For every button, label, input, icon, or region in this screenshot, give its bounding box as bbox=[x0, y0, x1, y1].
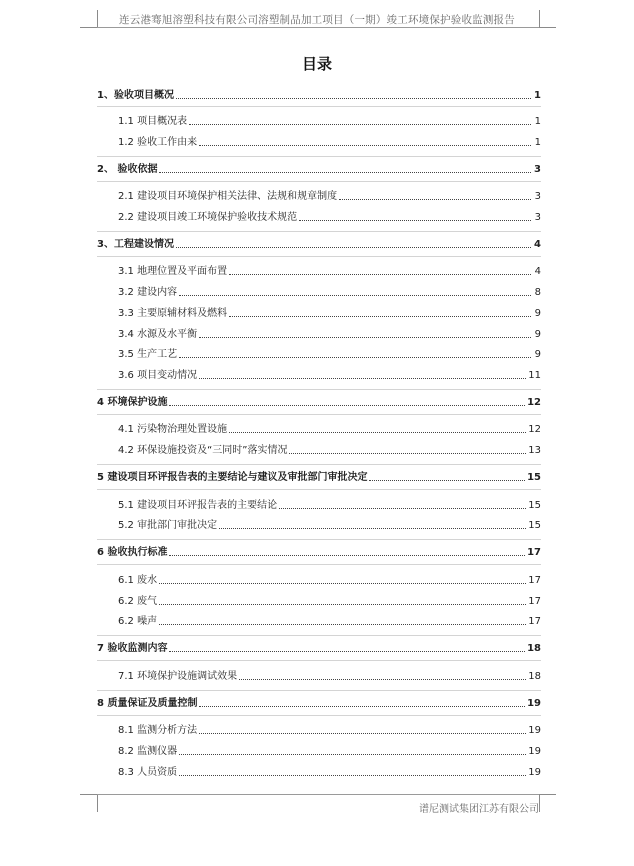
toc-entry[interactable]: 2.1 建设项目环境保护相关法律、法规和规章制度 3 bbox=[118, 191, 541, 202]
toc-entry[interactable]: 6.2 噪声 17 bbox=[118, 616, 541, 627]
section-divider bbox=[97, 660, 541, 661]
toc-entry[interactable]: 4.1 污染物治理处置设施 12 bbox=[118, 424, 541, 435]
footer-rule bbox=[97, 794, 539, 795]
toc-entry[interactable]: 5.2 审批部门审批决定 15 bbox=[118, 520, 541, 531]
toc-entry[interactable]: 3.5 生产工艺 9 bbox=[118, 349, 541, 360]
section-divider bbox=[97, 231, 541, 232]
toc-entry[interactable]: 2、 验收依据 3 bbox=[97, 164, 541, 175]
toc-entry[interactable]: 1.1 项目概况表 1 bbox=[118, 116, 541, 127]
toc-entry[interactable]: 5.1 建设项目环评报告表的主要结论 15 bbox=[118, 500, 541, 511]
toc-entry[interactable]: 3.3 主要原辅材料及燃料 9 bbox=[118, 308, 541, 319]
toc-entry[interactable]: 8.2 监测仪器 19 bbox=[118, 746, 541, 757]
section-divider bbox=[97, 181, 541, 182]
toc-entry[interactable]: 8.3 人员资质 19 bbox=[118, 767, 541, 778]
section-divider bbox=[97, 389, 541, 390]
toc-entry[interactable]: 3.1 地理位置及平面布置 4 bbox=[118, 266, 541, 277]
toc-entry[interactable]: 1.2 验收工作由来 1 bbox=[118, 137, 541, 148]
page-header: 连云港骞旭溶塑科技有限公司溶塑制品加工项目（一期）竣工环境保护验收监测报告 bbox=[119, 14, 515, 26]
section-divider bbox=[97, 106, 541, 107]
toc-entry[interactable]: 1、验收项目概况 1 bbox=[97, 90, 541, 101]
section-divider bbox=[97, 256, 541, 257]
toc-entry[interactable]: 5 建设项目环评报告表的主要结论与建议及审批部门审批决定 15 bbox=[97, 472, 541, 483]
section-divider bbox=[97, 156, 541, 157]
section-divider bbox=[97, 414, 541, 415]
toc-entry[interactable]: 3、工程建设情况 4 bbox=[97, 239, 541, 250]
section-divider bbox=[97, 635, 541, 636]
page-title: 目录 bbox=[301, 55, 332, 73]
toc-entry[interactable]: 8 质量保证及质量控制 19 bbox=[97, 698, 541, 709]
toc-entry[interactable]: 4 环境保护设施 12 bbox=[97, 397, 541, 408]
toc-entry[interactable]: 8.1 监测分析方法 19 bbox=[118, 725, 541, 736]
toc-entry[interactable]: 4.2 环保设施投资及“三同时”落实情况 13 bbox=[118, 445, 541, 456]
section-divider bbox=[97, 564, 541, 565]
toc-entry[interactable]: 3.4 水源及水平衡 9 bbox=[118, 329, 541, 340]
section-divider bbox=[97, 539, 541, 540]
section-divider bbox=[97, 464, 541, 465]
toc-entry[interactable]: 7.1 环境保护设施调试效果 18 bbox=[118, 671, 541, 682]
toc-entry[interactable]: 7 验收监测内容 18 bbox=[97, 643, 541, 654]
section-divider bbox=[97, 715, 541, 716]
toc-entry[interactable]: 6.2 废气 17 bbox=[118, 596, 541, 607]
section-divider bbox=[97, 489, 541, 490]
page-footer: 谱尼测试集团江苏有限公司 bbox=[419, 804, 539, 815]
section-divider bbox=[97, 690, 541, 691]
toc-entry[interactable]: 6.1 废水 17 bbox=[118, 575, 541, 586]
toc-entry[interactable]: 3.6 项目变动情况 11 bbox=[118, 370, 541, 381]
toc-entry[interactable]: 2.2 建设项目竣工环境保护验收技术规范 3 bbox=[118, 212, 541, 223]
toc-entry[interactable]: 6 验收执行标准 17 bbox=[97, 547, 541, 558]
toc-entry[interactable]: 3.2 建设内容 8 bbox=[118, 287, 541, 298]
